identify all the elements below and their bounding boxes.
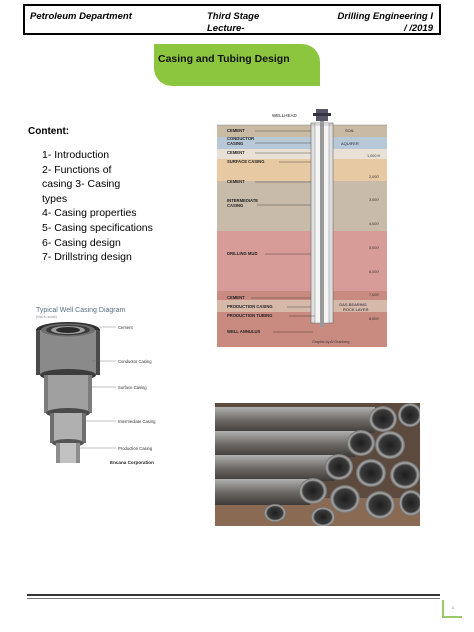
toc-item: 2- Functions of <box>42 163 112 176</box>
depth-label: 7,000' <box>369 293 380 297</box>
header-lecture: Lecture- <box>207 23 245 34</box>
depth-label: 5,000' <box>369 246 380 250</box>
toc-item: 6- Casing design <box>42 236 121 249</box>
header-subject: Drilling Engineering I <box>337 11 433 22</box>
depth-label: 6,000' <box>369 270 380 274</box>
strata-label: GAS-BEARING <box>339 302 367 307</box>
wellbore-label: SURFACE CASING <box>227 159 265 164</box>
company-label: Encana Corporation <box>110 460 154 465</box>
toc-item: casing 3- Casing <box>42 178 121 191</box>
wellbore-label: PRODUCTION CASING <box>227 304 273 309</box>
wellbore-label: WELL ANNULUS <box>227 329 261 334</box>
content-heading: Content: <box>28 126 70 137</box>
casing-label: Surface Casing <box>118 385 147 390</box>
header-department: Petroleum Department <box>30 11 132 22</box>
page-header <box>23 4 441 35</box>
wellbore-label: CONDUCTOR <box>227 136 255 141</box>
depth-label: 1,000 ft <box>367 154 380 158</box>
steel-pipes-photo <box>215 403 420 526</box>
footer-rule <box>27 594 440 596</box>
wellbore-label: PRODUCTION TUBING <box>227 313 273 318</box>
casing-diagram-subtitle: (Not to scale) <box>36 315 57 319</box>
toc-item: 5- Casing specifications <box>42 221 153 234</box>
strata-label: ROCK LAYER <box>343 307 369 312</box>
wellbore-label: DRILLING MUD <box>227 251 258 256</box>
depth-label: 2,000' <box>369 175 380 179</box>
casing-label: Conductor Casing <box>118 359 152 364</box>
depth-label: 4,000' <box>369 222 380 226</box>
page-number: 1 <box>442 600 462 618</box>
wellbore-label: CEMENT <box>227 150 245 155</box>
casing-label: Intermediate Casing <box>118 419 156 424</box>
wellbore-label: CEMENT <box>227 128 245 133</box>
header-stage: Third Stage <box>207 11 260 22</box>
strata-label: SOIL <box>345 128 355 133</box>
wellbore-label: CASING <box>227 141 244 146</box>
wellbore-label: INTERMEDIATE <box>227 198 259 203</box>
depth-label: 3,000' <box>369 198 380 202</box>
header-date: / /2019 <box>403 23 433 34</box>
casing-label: Cement <box>118 325 133 330</box>
page-title: Casing and Tubing Design <box>158 53 290 65</box>
wellbore-label: CEMENT <box>227 295 245 300</box>
toc-item: 7- Drillstring design <box>42 251 132 264</box>
casing-label: Production Casing <box>118 446 153 451</box>
figure-credit: Graphic by Al Granberg <box>312 340 350 344</box>
wellhead-label: WELLHEAD <box>272 113 297 118</box>
strata-label: AQUIFER <box>341 141 359 146</box>
toc-item: types <box>42 192 68 205</box>
depth-label: 8,000' <box>369 317 380 321</box>
footer-rule-thin <box>27 598 440 599</box>
wellbore-diagram <box>217 103 387 347</box>
casing-diagram <box>30 303 180 471</box>
title-banner <box>154 44 320 86</box>
table-of-contents <box>42 148 153 265</box>
toc-item: 4- Casing properties <box>42 207 137 220</box>
wellbore-label: CEMENT <box>227 179 245 184</box>
casing-diagram-title: Typical Well Casing Diagram <box>36 307 126 314</box>
wellbore-label: CASING <box>227 203 244 208</box>
toc-item: 1- Introduction <box>42 149 110 161</box>
